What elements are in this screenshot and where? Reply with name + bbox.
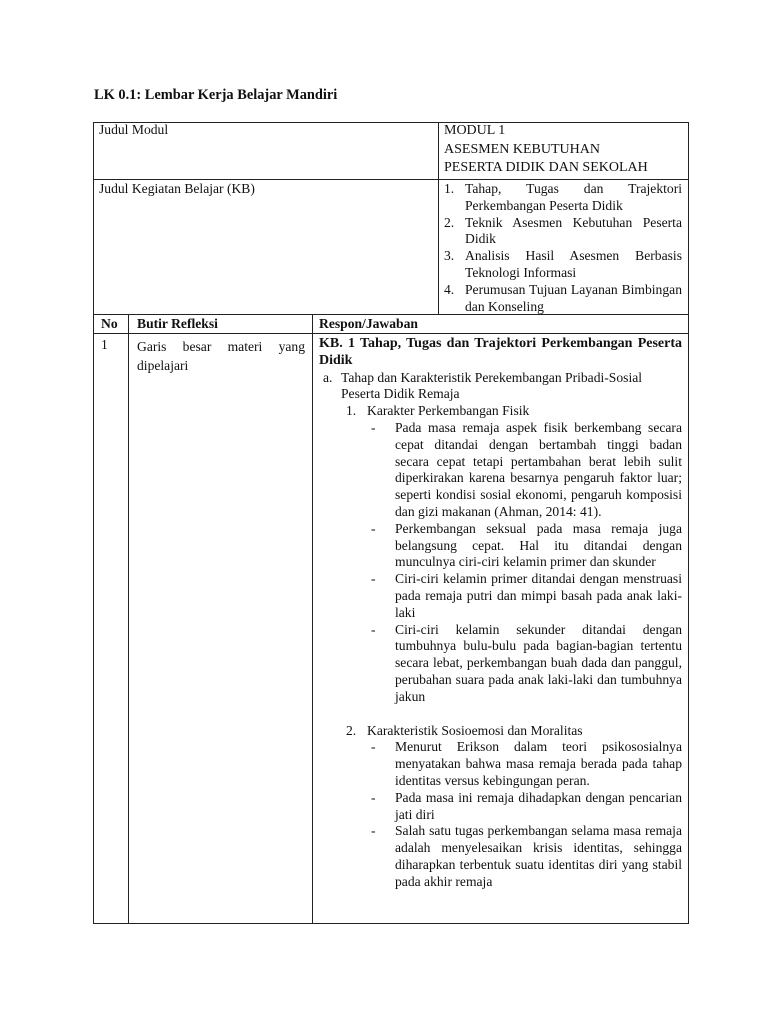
bullet-item: - Pada masa remaja aspek fisik berkembang secara cepat ditandai dengan bertambah tinggi badan secara cepat tetapi pertambahan berat lebih sulit diperkirakan karena besarnya pengaruh faktor luar; seperti kondisi sosial ekonomi, pengaruh komposisi dan gizi makanan (Ahman, 2014: 41).	[371, 419, 682, 519]
kb-item: 2. Teknik Asesmen Kebutuhan Peserta Didik	[444, 214, 682, 247]
divider	[438, 122, 439, 314]
divider	[128, 314, 129, 924]
module-line: PESERTA DIDIK DAN SEKOLAH	[444, 160, 648, 175]
document-title: LK 0.1: Lembar Kerja Belajar Mandiri	[94, 87, 338, 103]
header-butir-refleksi: Butir Refleksi	[137, 316, 218, 331]
kb-item: 4. Perumusan Tujuan Layanan Bimbingan dan Konseling	[444, 281, 682, 314]
bullet-item: - Ciri-ciri kelamin sekunder ditandai dengan tumbuhnya bulu-bulu pada bagian-bagian tertentu secara lebat, perkembangan buah dada dan panggul, perubahan suara pada anak laki-laki dan tumbuhnya jakun	[371, 621, 682, 704]
bullet-item: - Perkembangan seksual pada masa remaja juga belangsung cepat. Hal itu ditandai dengan munculnya ciri-ciri kelamin primer dan skunder	[371, 520, 682, 570]
module-label: Judul Modul	[99, 122, 169, 137]
header-respon: Respon/Jawaban	[319, 316, 418, 331]
module-title	[444, 122, 684, 178]
kb-item: 3. Analisis Hasil Asesmen Berbasis Teknologi Informasi	[444, 248, 682, 280]
module-line: MODUL 1	[444, 123, 506, 138]
module-line: ASESMEN KEBUTUHAN	[444, 141, 600, 157]
section-a: a. Tahap dan Karakteristik Perekembangan Pribadi-Sosial Peserta Didik Remaja	[323, 369, 643, 402]
kb-list	[444, 181, 682, 315]
butir-refleksi-text: Garis besar materi yang dipelajari	[137, 339, 305, 373]
kb-heading: KB. 1 Tahap, Tugas dan Trajektori Perkembangan Peserta Didik	[319, 336, 682, 368]
response-content	[319, 336, 682, 891]
bullet-item: - Salah satu tugas perkembangan selama masa remaja adalah menyelesaikan krisis identitas, sehingga diharapkan terbentuk suatu identitas diri yang stabil pada akhir remaja	[371, 823, 682, 889]
kb-item: 1. Tahap, Tugas dan Trajektori Perkembangan Peserta Didik	[444, 181, 682, 213]
bullet-item: - Pada masa ini remaja dihadapkan dengan pencarian jati diri	[371, 789, 682, 822]
header-no: No	[101, 316, 118, 331]
row-number: 1	[101, 337, 108, 352]
subsection-socioemotional: 2. Karakteristik Sosioemosi dan Moralitas	[346, 722, 583, 738]
divider	[93, 179, 689, 180]
bullet-item: - Menurut Erikson dalam teori psikososialnya menyatakan bahwa masa remaja berada pada tahap identitas versus kebingungan peran.	[371, 739, 682, 788]
divider	[93, 333, 689, 334]
bullet-item: - Ciri-ciri kelamin primer ditandai dengan menstruasi pada remaja putri dan mimpi basah pada anak laki-laki	[371, 571, 682, 620]
subsection-physical: 1. Karakter Perkembangan Fisik	[346, 403, 530, 419]
kb-label: Judul Kegiatan Belajar (KB)	[99, 181, 255, 196]
divider	[312, 314, 313, 924]
